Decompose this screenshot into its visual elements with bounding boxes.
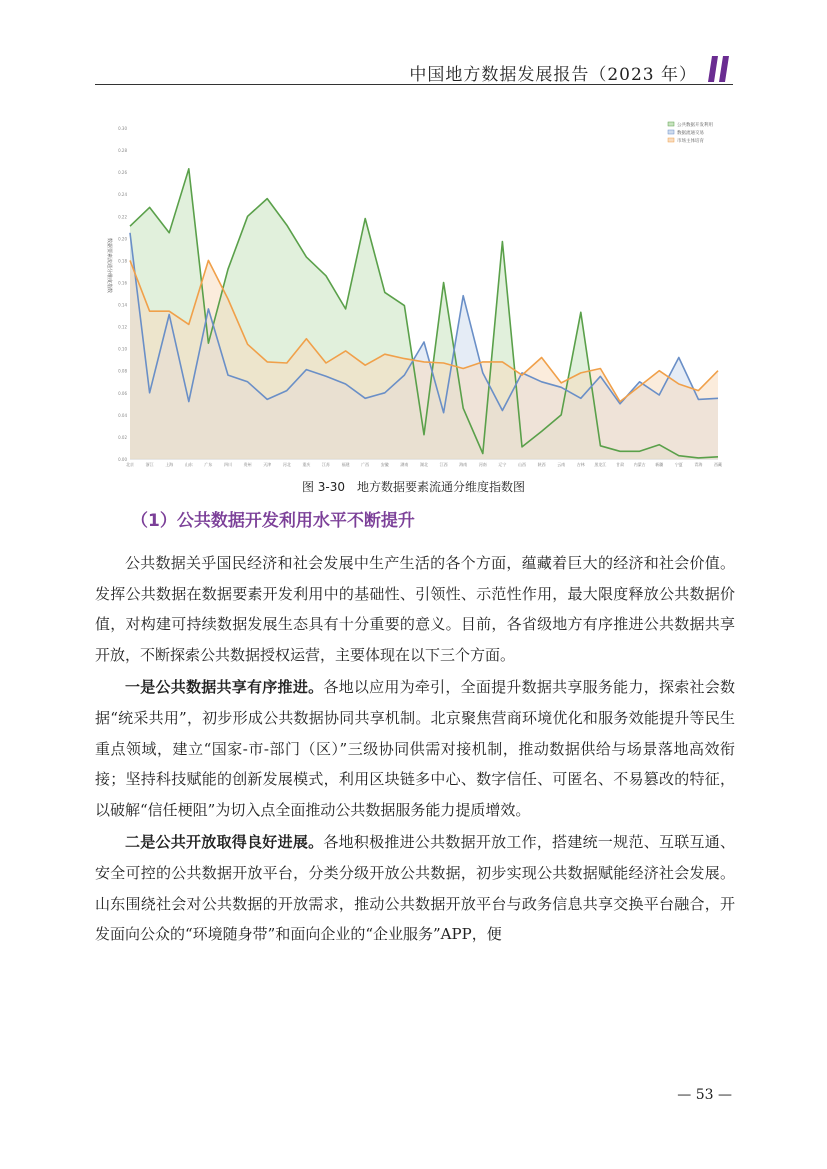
chart-container bbox=[106, 116, 730, 472]
x-tick-label: 黑龙江 bbox=[594, 462, 607, 467]
x-tick-label: 广东 bbox=[204, 462, 213, 467]
x-tick-label: 福建 bbox=[341, 462, 350, 467]
y-axis-label: 数据要素流通分维度指数 bbox=[106, 238, 112, 294]
x-tick-label: 湖南 bbox=[400, 462, 409, 467]
x-tick-label: 河北 bbox=[282, 462, 291, 467]
area-chart bbox=[106, 116, 730, 472]
paragraph-2-lead: 一是公共数据共享有序推进。 bbox=[125, 678, 324, 697]
y-tick-label: 0.00 bbox=[118, 457, 127, 462]
y-tick-label: 0.04 bbox=[118, 412, 127, 418]
header-title: 中国地方数据发展报告（2023 年） bbox=[409, 65, 697, 85]
legend-label-2: 数据流通交易 bbox=[677, 131, 704, 136]
paragraph-2 bbox=[95, 672, 735, 825]
y-tick-label: 0.08 bbox=[118, 368, 127, 374]
x-tick-label: 陕西 bbox=[537, 462, 546, 467]
x-tick-label: 北京 bbox=[126, 462, 134, 467]
page-header bbox=[95, 54, 733, 86]
legend-swatch-3 bbox=[668, 138, 674, 142]
y-tick-label: 0.18 bbox=[118, 258, 127, 264]
x-tick-label: 江西 bbox=[439, 462, 448, 467]
y-tick-label: 0.22 bbox=[118, 214, 127, 220]
header-rule bbox=[95, 84, 733, 85]
x-tick-label: 山西 bbox=[518, 462, 526, 467]
x-tick-label: 辽宁 bbox=[498, 462, 507, 467]
x-tick-label: 山东 bbox=[184, 462, 193, 467]
legend-swatch-1 bbox=[668, 122, 674, 126]
x-tick-label: 内蒙古 bbox=[633, 462, 646, 467]
x-tick-label: 四川 bbox=[224, 462, 232, 467]
x-tick-label: 甘肃 bbox=[616, 462, 624, 467]
x-tick-label: 新疆 bbox=[655, 462, 664, 467]
x-tick-label: 青海 bbox=[694, 462, 703, 467]
y-tick-label: 0.10 bbox=[118, 346, 127, 352]
y-tick-label: 0.14 bbox=[118, 302, 127, 308]
x-tick-label: 河南 bbox=[478, 462, 487, 467]
figure-caption: 图 3-30 地方数据要素流通分维度指数图 bbox=[301, 480, 526, 494]
x-tick-label: 云南 bbox=[557, 462, 566, 467]
x-tick-label: 宁夏 bbox=[674, 462, 683, 467]
y-tick-label: 0.20 bbox=[118, 236, 127, 242]
paragraph-3-lead: 二是公共开放取得良好进展。 bbox=[125, 833, 324, 852]
x-tick-label: 安徽 bbox=[380, 462, 389, 467]
x-tick-label: 广西 bbox=[361, 462, 370, 467]
x-tick-label: 天津 bbox=[263, 462, 272, 467]
legend-label-1: 公共数据开发利用 bbox=[677, 123, 713, 128]
body-text bbox=[95, 548, 735, 952]
paragraph-1: 公共数据关乎国民经济和社会发展中生产生活的各个方面，蕴藏着巨大的经济和社会价值。发挥公共数据在数据要素开发利用中的基础性、引领性、示范性作用，最大限度释放公共数据价值，对构建可持续数据发展生态具有十分重要的意义。目前，各省级地方有序推进公共数据共享开放，不断探索公共数据授权运营，主要体现在以下三个方面。 bbox=[95, 554, 735, 664]
x-tick-label: 浙江 bbox=[145, 462, 154, 467]
y-tick-label: 0.24 bbox=[118, 192, 127, 198]
x-tick-label: 上海 bbox=[165, 462, 174, 467]
x-tick-label: 江苏 bbox=[322, 462, 330, 467]
y-tick-label: 0.16 bbox=[118, 280, 127, 286]
section-title: （1）公共数据开发利用水平不断提升 bbox=[131, 511, 415, 531]
x-tick-label: 贵州 bbox=[243, 462, 252, 467]
paragraph-3-text: 各地积极推进公共数据开放工作，搭建统一规范、互联互通、安全可控的公共数据开放平台，分类分级开放公共数据，初步实现公共数据赋能经济社会发展。山东围绕社会对公共数据的开放需求，推动公共数据开放平台与政务信息共享交换平台融合，开发面向公众的“环境随身带”和面向企业的“企业服务”APP，便 bbox=[95, 833, 735, 944]
paragraph-2-text: 各地以应用为牵引，全面提升数据共享服务能力，探索社会数据“统采共用”，初步形成公共数据协同共享机制。北京聚焦营商环境优化和服务效能提升等民生重点领域，建立“国家-市-部门（区）”三级协同供需对接机制，推动数据供给与场景落地高效衔接；坚持科技赋能的创新发展模式，利用区块链多中心、数字信任、可匿名、不易篡改的特征，以破解“信任梗阻”为切入点全面推动公共数据服务能力提质增效。 bbox=[95, 678, 735, 819]
x-tick-label: 西藏 bbox=[714, 462, 722, 467]
y-tick-label: 0.02 bbox=[118, 434, 127, 440]
legend-swatch-2 bbox=[668, 130, 674, 134]
y-tick-label: 0.12 bbox=[118, 324, 127, 330]
header-accent-mark bbox=[705, 54, 733, 84]
x-tick-label: 海南 bbox=[459, 462, 468, 467]
legend-label-3: 市场主体培育 bbox=[677, 139, 704, 144]
x-tick-label: 湖北 bbox=[420, 462, 428, 467]
y-tick-label: 0.26 bbox=[118, 170, 127, 176]
page-number: — 53 — bbox=[677, 1087, 732, 1103]
x-tick-label: 吉林 bbox=[576, 462, 585, 467]
y-tick-label: 0.30 bbox=[118, 126, 127, 131]
y-tick-label: 0.28 bbox=[118, 148, 127, 154]
x-tick-label: 重庆 bbox=[302, 462, 311, 467]
paragraph-3 bbox=[95, 827, 735, 949]
y-tick-label: 0.06 bbox=[118, 390, 127, 396]
